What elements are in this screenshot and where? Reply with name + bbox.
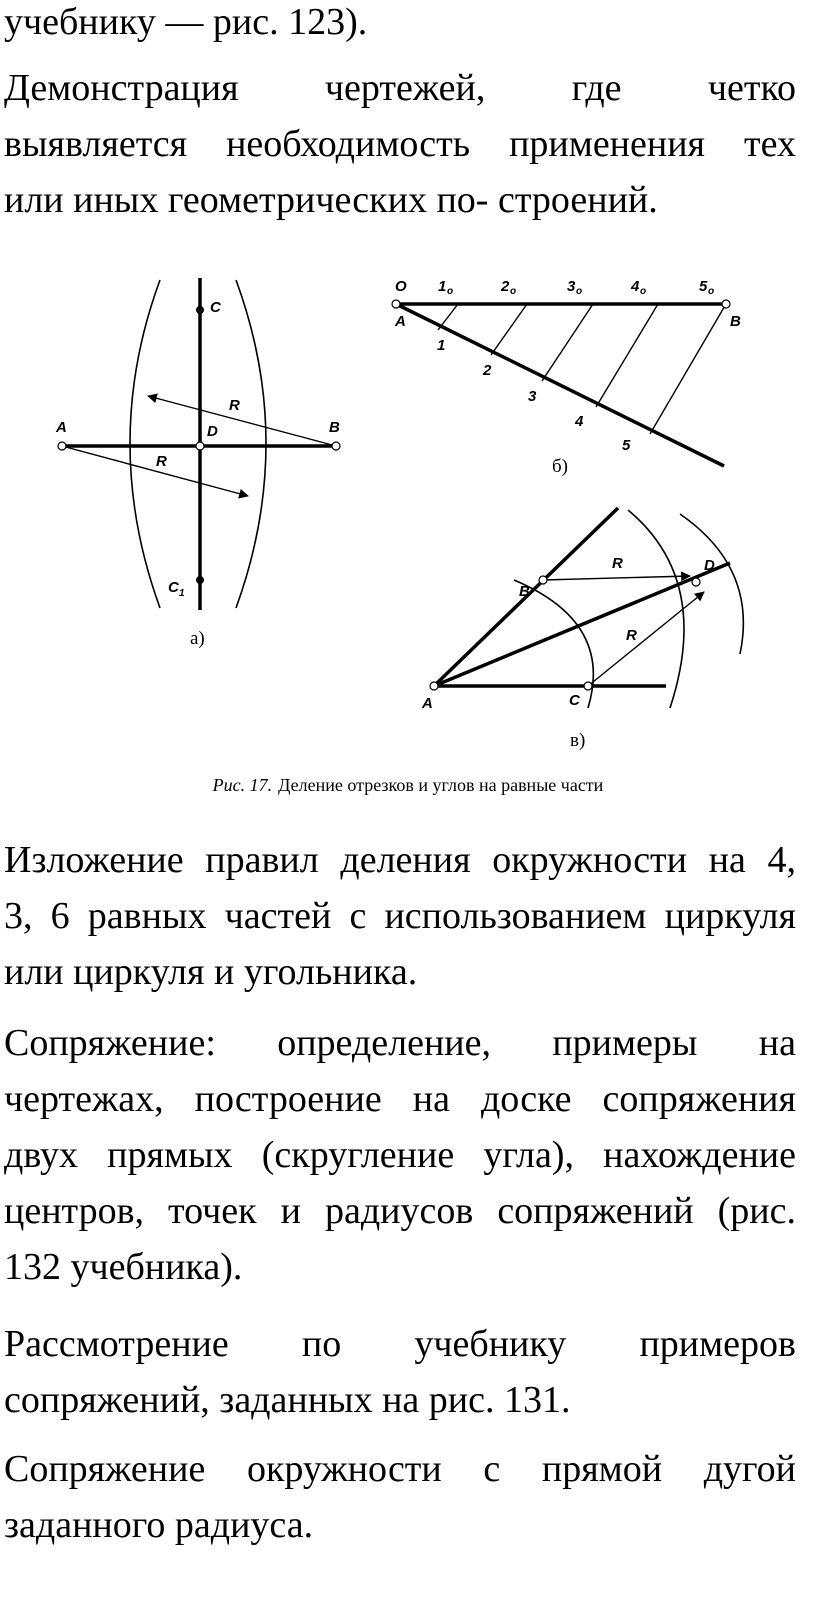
label-D: D (704, 557, 715, 574)
label-bottom-2: 2 (483, 362, 492, 379)
caption-number: Рис. 17. (212, 775, 273, 795)
label-bottom-4: 4 (575, 413, 584, 430)
paragraph-intro-end (4, 0, 796, 50)
text-line: или иных геометрических по- строений. (4, 179, 658, 221)
paragraph-demonstration (4, 60, 796, 228)
label-D: D (207, 423, 218, 440)
text-line: сопряжений, заданных на рис. 131. (4, 1379, 571, 1421)
label-subfigure-a: а) (190, 628, 205, 649)
text-line: выявляется необходимость применения тех (4, 123, 796, 165)
label-R-lower: R (156, 453, 167, 470)
text-line: Сопряжение окружности с прямой дугой (4, 1448, 796, 1490)
label-B: B (329, 419, 340, 436)
label-C1: C (168, 579, 179, 596)
text-line: 132 учебника). (4, 1246, 243, 1288)
label-bottom-5: 5 (622, 437, 631, 454)
text-line: Изложение правил деления окружности на 4, (4, 839, 796, 881)
text-line: Рассмотрение по учебнику примеров (4, 1323, 796, 1365)
label-A: A (56, 419, 67, 436)
label-R-upper: R (229, 397, 240, 414)
label-top-5-subscript: o (708, 286, 715, 297)
label-subfigure-b: б) (552, 456, 568, 477)
label-B: B (519, 583, 530, 600)
label-R-upper: R (612, 555, 623, 572)
label-C1-subscript: 1 (179, 588, 185, 599)
paragraph-circle-division (4, 832, 796, 1000)
label-top-4: 4 (631, 278, 640, 295)
label-B: B (730, 313, 741, 330)
text-line: Сопряжение: определение, примеры на (4, 1022, 796, 1064)
text-line: чертежах, построение на доске сопряжения (4, 1078, 796, 1120)
caption-text: Деление отрезков и углов на равные части (278, 775, 604, 795)
figure-division (40, 268, 780, 768)
label-top-3-subscript: o (576, 286, 583, 297)
label-top-2-subscript: o (510, 286, 517, 297)
label-R-lower: R (626, 627, 637, 644)
label-subfigure-v: в) (570, 730, 586, 751)
label-top-2: 2 (501, 278, 510, 295)
text-line: Демонстрация чертежей, где четко (4, 67, 796, 109)
subfigure-a (55, 278, 340, 649)
text-line: центров, точек и радиусов сопряжений (рис. (4, 1190, 796, 1232)
subfigure-b (392, 278, 741, 477)
paragraph-circle-line (4, 1441, 796, 1553)
text-line: двух прямых (скругление угла), нахождение (4, 1134, 796, 1176)
subfigure-v (421, 508, 743, 751)
text-line: 3, 6 равных частей с использованием циркуля (4, 895, 796, 937)
text-line: заданного радиуса. (4, 1504, 314, 1546)
paragraph-conjugation (4, 1015, 796, 1295)
label-top-5: 5 (699, 278, 708, 295)
label-O: O (395, 278, 407, 295)
label-A: A (395, 313, 406, 330)
paragraph-textbook-examples (4, 1316, 796, 1428)
label-bottom-3: 3 (528, 388, 537, 405)
text-line: учебнику — рис. 123). (4, 1, 368, 43)
label-top-1-subscript: o (447, 286, 454, 297)
label-top-4-subscript: o (640, 286, 647, 297)
label-top-1: 1 (438, 278, 447, 295)
label-C: C (569, 692, 580, 709)
label-bottom-1: 1 (437, 337, 446, 354)
figure-caption (0, 775, 816, 796)
label-top-3: 3 (567, 278, 576, 295)
text-line: или циркуля и угольника. (4, 951, 418, 993)
label-C: C (210, 299, 221, 316)
label-A: A (422, 695, 433, 712)
